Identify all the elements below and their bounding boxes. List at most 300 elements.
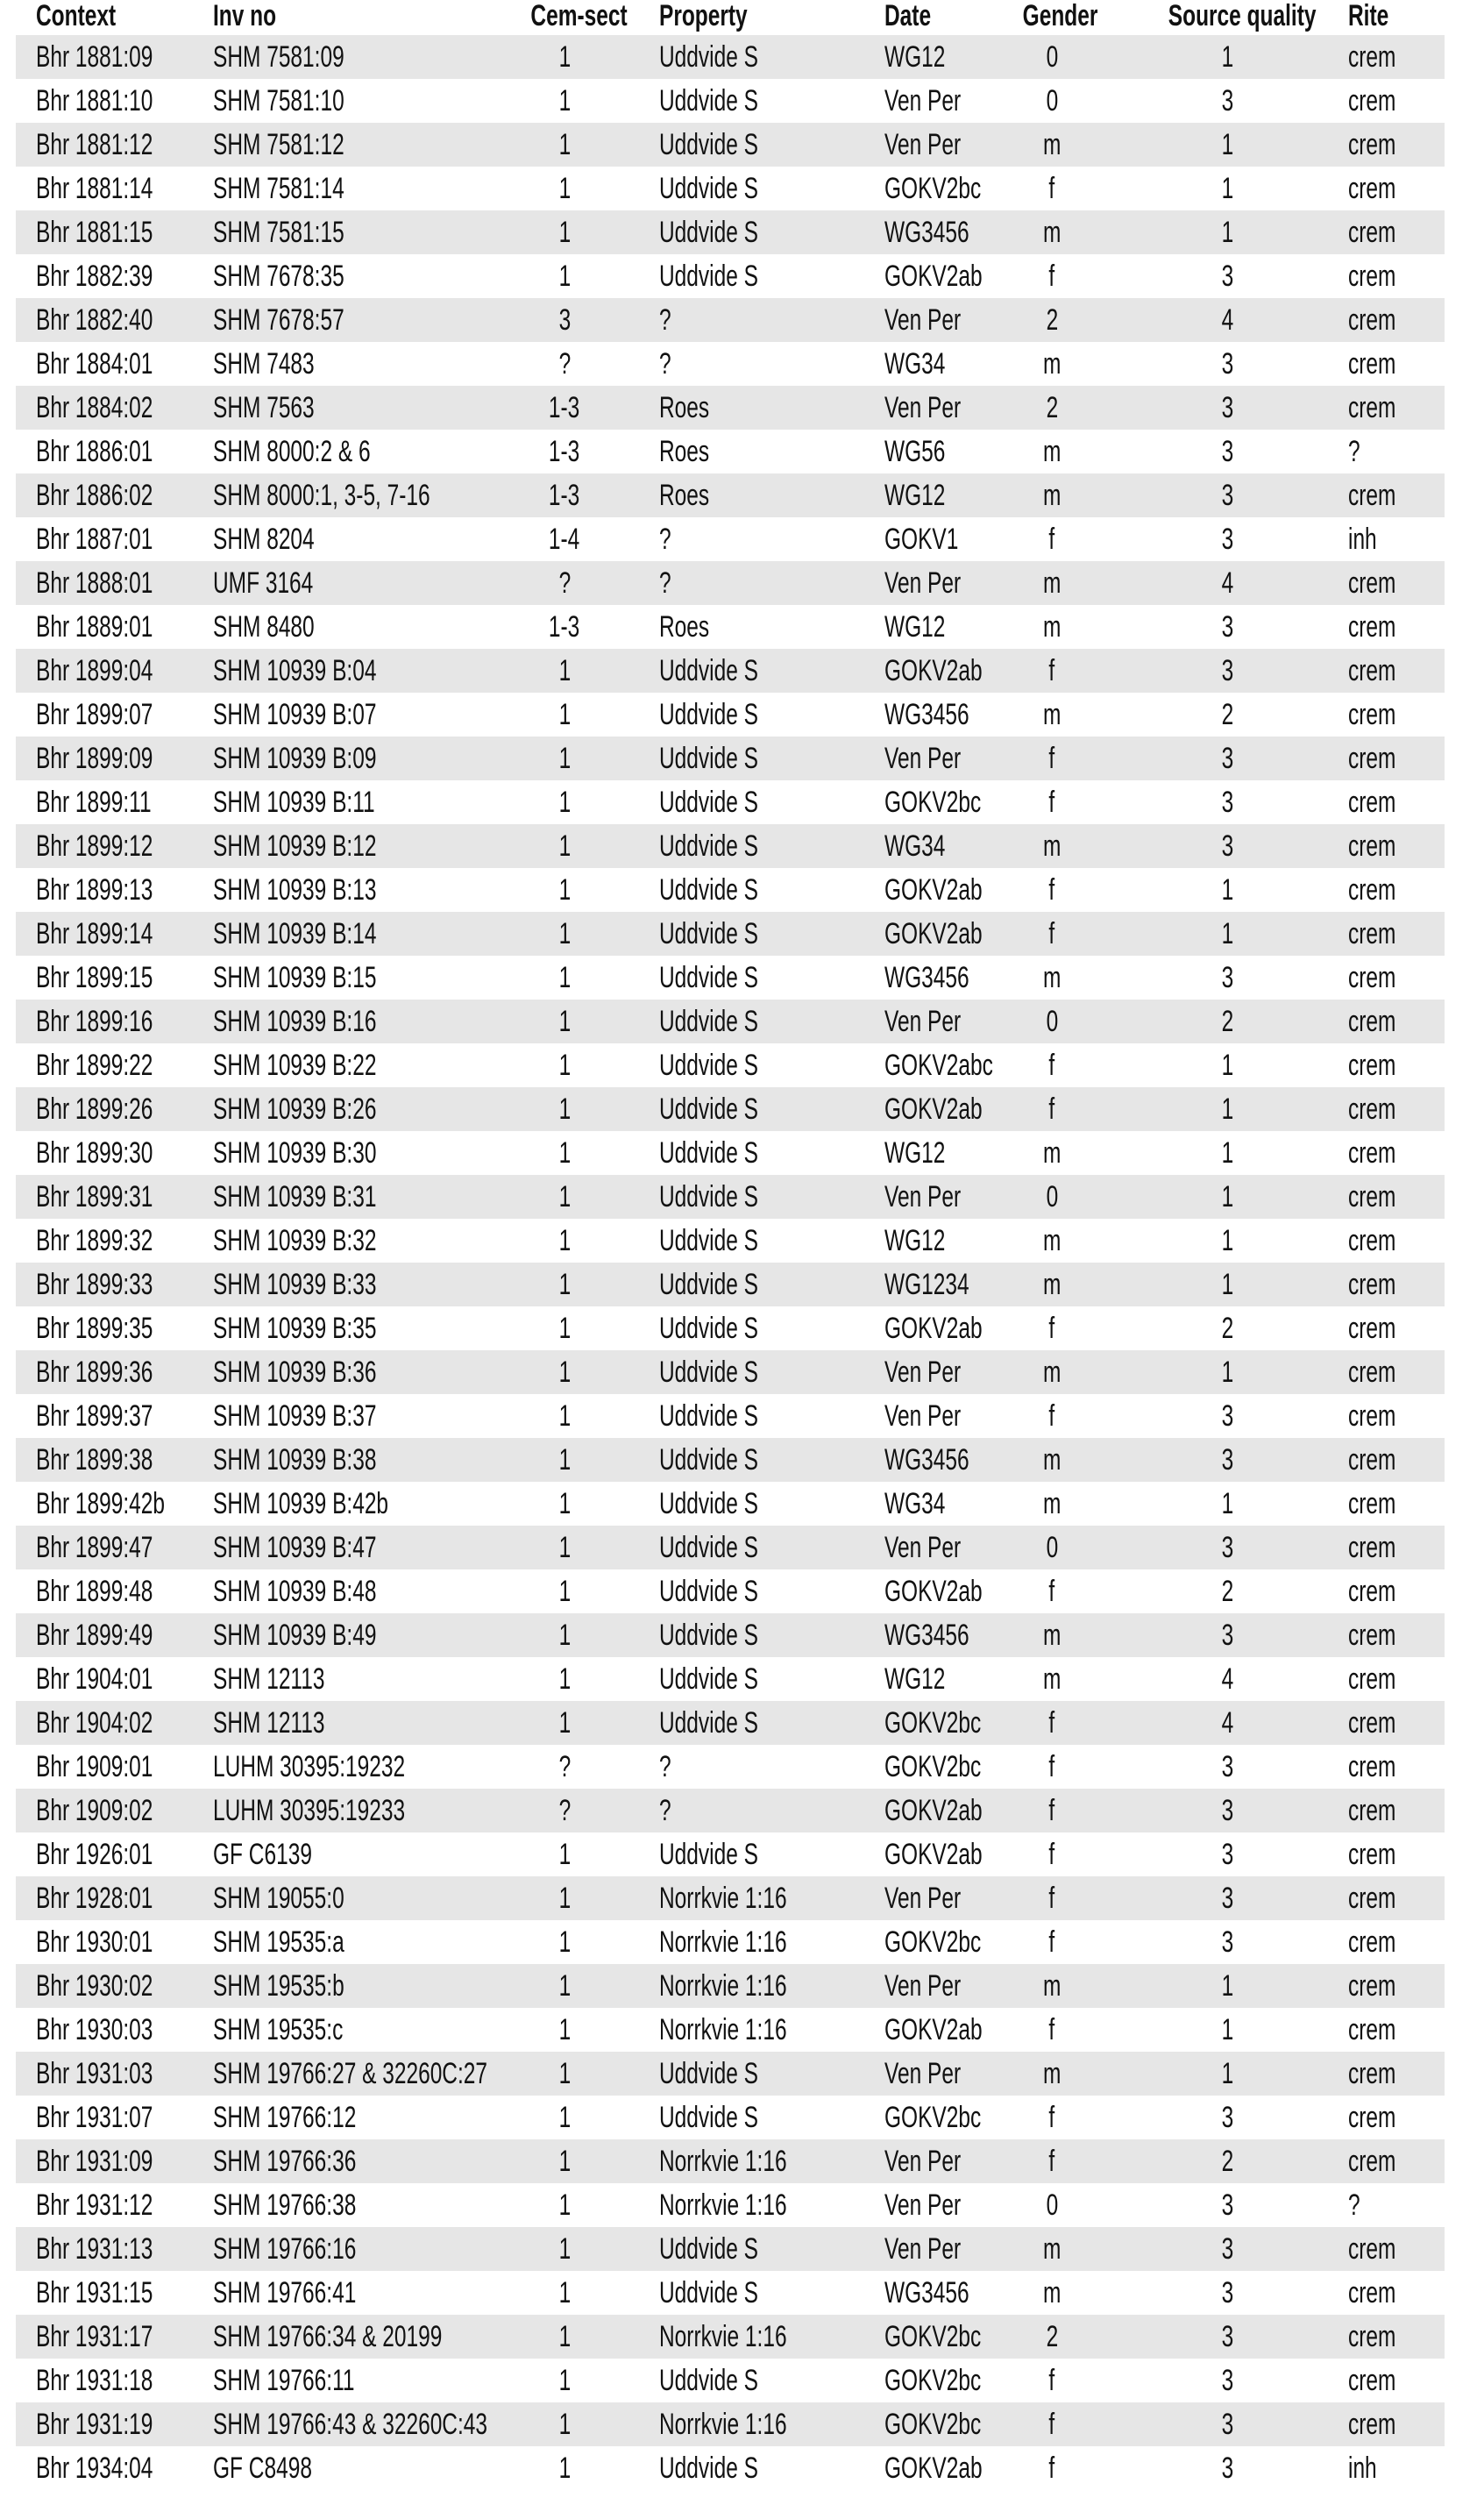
cell-gender: m: [1042, 698, 1062, 731]
cell-rite: crem: [1348, 2364, 1396, 2397]
cell-gender: m: [1042, 1356, 1062, 1389]
cell-cem-sect: 1: [558, 172, 571, 205]
cell-context: Bhr 1899:15: [36, 961, 153, 994]
cell-property: Uddvide S: [659, 742, 758, 775]
cell-date: Ven Per: [884, 2188, 962, 2222]
cell-source-quality: 1: [1221, 917, 1233, 950]
cell-source-quality: 1: [1221, 1268, 1233, 1301]
cell-property: Uddvide S: [659, 1662, 758, 1696]
cell-source-quality: 3: [1221, 1925, 1233, 1959]
cell-rite: crem: [1348, 1224, 1396, 1257]
cell-date: Ven Per: [884, 566, 962, 600]
cell-property: Roes: [659, 435, 710, 468]
cell-cem-sect: 1: [558, 2276, 571, 2309]
table-row: [0, 1087, 1484, 1131]
cell-context: Bhr 1899:07: [36, 698, 153, 731]
cell-date: WG12: [884, 1136, 946, 1170]
cell-date: GOKV2ab: [884, 1575, 983, 1608]
cell-context: Bhr 1931:07: [36, 2101, 153, 2134]
cell-date: WG3456: [884, 1443, 969, 1477]
cell-source-quality: 3: [1221, 1443, 1233, 1477]
cell-rite: crem: [1348, 303, 1396, 337]
cell-context: Bhr 1884:01: [36, 347, 153, 381]
header-cem-sect: Cem-sect: [530, 0, 628, 32]
cell-context: Bhr 1899:37: [36, 1399, 153, 1433]
cell-inv-no: SHM 8204: [213, 523, 315, 556]
cell-date: Ven Per: [884, 742, 962, 775]
table-row: [0, 2096, 1484, 2139]
cell-source-quality: 3: [1221, 961, 1233, 994]
table-row: [0, 2359, 1484, 2402]
cell-context: Bhr 1886:02: [36, 479, 153, 512]
cell-property: ?: [659, 523, 671, 556]
table-header: [0, 0, 1484, 35]
cell-date: GOKV2bc: [884, 2320, 982, 2353]
cell-gender: 2: [1046, 303, 1058, 337]
cell-context: Bhr 1931:03: [36, 2057, 153, 2090]
cell-cem-sect: 1: [558, 1619, 571, 1652]
table-row: [0, 2315, 1484, 2359]
table-row: [0, 2052, 1484, 2096]
cell-inv-no: SHM 7581:15: [213, 216, 344, 249]
cell-date: GOKV2abc: [884, 1049, 993, 1082]
cell-rite: crem: [1348, 961, 1396, 994]
cell-property: Roes: [659, 479, 710, 512]
cell-context: Bhr 1899:38: [36, 1443, 153, 1477]
cell-inv-no: SHM 19055:0: [213, 1882, 344, 1915]
cell-source-quality: 3: [1221, 435, 1233, 468]
cell-context: Bhr 1899:36: [36, 1356, 153, 1389]
cell-rite: crem: [1348, 1443, 1396, 1477]
cell-rite: crem: [1348, 654, 1396, 687]
cell-date: GOKV2ab: [884, 654, 983, 687]
cell-source-quality: 3: [1221, 1750, 1233, 1783]
cell-property: Uddvide S: [659, 40, 758, 74]
cell-date: WG1234: [884, 1268, 969, 1301]
cell-gender: f: [1048, 1750, 1055, 1783]
cell-property: Uddvide S: [659, 172, 758, 205]
cell-context: Bhr 1899:14: [36, 917, 153, 950]
cell-property: Uddvide S: [659, 2232, 758, 2266]
cell-context: Bhr 1899:22: [36, 1049, 153, 1082]
cell-context: Bhr 1899:47: [36, 1531, 153, 1564]
cell-property: Uddvide S: [659, 786, 758, 819]
cell-cem-sect: 1: [558, 1399, 571, 1433]
cell-cem-sect: 1: [558, 2408, 571, 2441]
cell-rite: crem: [1348, 128, 1396, 161]
cell-date: Ven Per: [884, 1969, 962, 2003]
cell-context: Bhr 1931:12: [36, 2188, 153, 2222]
cell-gender: m: [1042, 347, 1062, 381]
cell-cem-sect: 1: [558, 1049, 571, 1082]
cell-cem-sect: 1: [558, 654, 571, 687]
cell-property: Uddvide S: [659, 698, 758, 731]
cell-gender: f: [1048, 1706, 1055, 1740]
cell-gender: m: [1042, 1619, 1062, 1652]
cell-gender: f: [1048, 917, 1055, 950]
cell-property: Norrkvie 1:16: [659, 2145, 787, 2178]
cell-cem-sect: ?: [558, 1750, 571, 1783]
cell-context: Bhr 1899:04: [36, 654, 153, 687]
cell-context: Bhr 1882:39: [36, 260, 153, 293]
cell-source-quality: 1: [1221, 216, 1233, 249]
cell-cem-sect: 1: [558, 1180, 571, 1213]
cell-inv-no: SHM 19766:38: [213, 2188, 357, 2222]
cell-property: Uddvide S: [659, 1575, 758, 1608]
cell-inv-no: SHM 10939 B:11: [213, 786, 375, 819]
cell-property: Norrkvie 1:16: [659, 1925, 787, 1959]
cell-cem-sect: 1: [558, 84, 571, 117]
cell-property: Uddvide S: [659, 1092, 758, 1126]
cell-inv-no: SHM 10939 B:12: [213, 829, 377, 863]
table-row: [0, 912, 1484, 956]
cell-context: Bhr 1899:32: [36, 1224, 153, 1257]
cell-property: Uddvide S: [659, 2101, 758, 2134]
cell-gender: f: [1048, 873, 1055, 907]
cell-source-quality: 1: [1221, 172, 1233, 205]
cell-rite: crem: [1348, 1312, 1396, 1345]
table-row: [0, 1175, 1484, 1219]
cell-inv-no: SHM 10939 B:31: [213, 1180, 377, 1213]
table-row: [0, 254, 1484, 298]
cell-context: Bhr 1881:12: [36, 128, 153, 161]
cell-date: WG34: [884, 829, 946, 863]
cell-cem-sect: 1: [558, 260, 571, 293]
cell-context: Bhr 1899:12: [36, 829, 153, 863]
cell-inv-no: SHM 10939 B:49: [213, 1619, 377, 1652]
cell-rite: crem: [1348, 1268, 1396, 1301]
cell-cem-sect: 1: [558, 2452, 571, 2485]
header-gender: Gender: [1022, 0, 1098, 32]
cell-property: Uddvide S: [659, 1487, 758, 1520]
cell-rite: crem: [1348, 873, 1396, 907]
cell-context: Bhr 1899:48: [36, 1575, 153, 1608]
cell-gender: f: [1048, 260, 1055, 293]
cell-property: Uddvide S: [659, 1619, 758, 1652]
cell-property: Uddvide S: [659, 1443, 758, 1477]
cell-property: ?: [659, 303, 671, 337]
cell-inv-no: SHM 10939 B:37: [213, 1399, 377, 1433]
cell-source-quality: 4: [1221, 1706, 1233, 1740]
cell-context: Bhr 1909:01: [36, 1750, 153, 1783]
cell-inv-no: SHM 10939 B:26: [213, 1092, 377, 1126]
cell-date: Ven Per: [884, 2057, 962, 2090]
cell-gender: f: [1048, 2013, 1055, 2046]
cell-date: WG12: [884, 40, 946, 74]
cell-cem-sect: 1: [558, 2013, 571, 2046]
cell-rite: crem: [1348, 1794, 1396, 1827]
cell-gender: m: [1042, 566, 1062, 600]
cell-gender: m: [1042, 1487, 1062, 1520]
cell-rite: crem: [1348, 1838, 1396, 1871]
cell-context: Bhr 1904:02: [36, 1706, 153, 1740]
cell-date: GOKV2ab: [884, 1092, 983, 1126]
cell-cem-sect: ?: [558, 1794, 571, 1827]
cell-source-quality: 2: [1221, 1005, 1233, 1038]
header-rite: Rite: [1348, 0, 1389, 32]
cell-inv-no: LUHM 30395:19232: [213, 1750, 406, 1783]
cell-property: Uddvide S: [659, 1268, 758, 1301]
cell-source-quality: 3: [1221, 2276, 1233, 2309]
cell-cem-sect: 1: [558, 2364, 571, 2397]
cell-gender: m: [1042, 961, 1062, 994]
cell-property: Norrkvie 1:16: [659, 2188, 787, 2222]
cell-context: Bhr 1931:17: [36, 2320, 153, 2353]
cell-date: GOKV2bc: [884, 2101, 982, 2134]
cell-context: Bhr 1881:15: [36, 216, 153, 249]
table-row: [0, 605, 1484, 649]
table-row: [0, 1350, 1484, 1394]
cell-gender: m: [1042, 128, 1062, 161]
cell-gender: m: [1042, 479, 1062, 512]
cell-property: Roes: [659, 391, 710, 424]
cell-source-quality: 3: [1221, 1531, 1233, 1564]
cell-context: Bhr 1899:30: [36, 1136, 153, 1170]
cell-context: Bhr 1882:40: [36, 303, 153, 337]
cell-date: Ven Per: [884, 1180, 962, 1213]
table-row: [0, 1263, 1484, 1306]
cell-rite: crem: [1348, 391, 1396, 424]
cell-rite: crem: [1348, 566, 1396, 600]
cell-date: Ven Per: [884, 391, 962, 424]
cell-source-quality: 3: [1221, 84, 1233, 117]
table-row: [0, 1000, 1484, 1043]
cell-source-quality: 3: [1221, 347, 1233, 381]
cell-inv-no: SHM 19766:16: [213, 2232, 357, 2266]
cell-source-quality: 4: [1221, 303, 1233, 337]
cell-date: GOKV2bc: [884, 1925, 982, 1959]
cell-gender: m: [1042, 1662, 1062, 1696]
cell-cem-sect: 1-3: [549, 435, 580, 468]
cell-context: Bhr 1899:49: [36, 1619, 153, 1652]
cell-rite: inh: [1348, 2452, 1377, 2485]
cell-rite: inh: [1348, 523, 1377, 556]
cell-cem-sect: 1: [558, 2145, 571, 2178]
cell-cem-sect: 1-3: [549, 391, 580, 424]
cell-source-quality: 1: [1221, 2013, 1233, 2046]
cell-rite: crem: [1348, 260, 1396, 293]
table-row: [0, 2227, 1484, 2271]
cell-inv-no: SHM 7581:09: [213, 40, 344, 74]
cell-inv-no: SHM 10939 B:13: [213, 873, 377, 907]
cell-gender: 0: [1046, 40, 1058, 74]
cell-cem-sect: 1: [558, 786, 571, 819]
cell-date: Ven Per: [884, 2232, 962, 2266]
cell-context: Bhr 1881:09: [36, 40, 153, 74]
cell-source-quality: 2: [1221, 2145, 1233, 2178]
cell-source-quality: 1: [1221, 1049, 1233, 1082]
cell-source-quality: 1: [1221, 40, 1233, 74]
cell-gender: f: [1048, 523, 1055, 556]
cell-date: GOKV2ab: [884, 1794, 983, 1827]
table-row: [0, 1394, 1484, 1438]
cell-rite: crem: [1348, 216, 1396, 249]
cell-context: Bhr 1888:01: [36, 566, 153, 600]
cell-gender: 0: [1046, 1005, 1058, 1038]
table-row: [0, 1482, 1484, 1526]
cell-cem-sect: 1: [558, 1969, 571, 2003]
cell-gender: f: [1048, 1882, 1055, 1915]
cell-gender: m: [1042, 435, 1062, 468]
table-row: [0, 649, 1484, 693]
table-row: [0, 956, 1484, 1000]
table-row: [0, 1569, 1484, 1613]
cell-property: Roes: [659, 610, 710, 644]
table-row: [0, 79, 1484, 123]
cell-source-quality: 2: [1221, 1575, 1233, 1608]
cell-gender: f: [1048, 1049, 1055, 1082]
cell-source-quality: 1: [1221, 1487, 1233, 1520]
cell-source-quality: 3: [1221, 391, 1233, 424]
cell-inv-no: SHM 10939 B:33: [213, 1268, 377, 1301]
cell-property: Uddvide S: [659, 2452, 758, 2485]
cell-cem-sect: 1: [558, 1224, 571, 1257]
cell-date: GOKV2ab: [884, 1312, 983, 1345]
table-row: [0, 517, 1484, 561]
cell-cem-sect: 1: [558, 2101, 571, 2134]
cell-cem-sect: 1: [558, 1662, 571, 1696]
cell-inv-no: SHM 7678:57: [213, 303, 344, 337]
cell-cem-sect: 1-4: [549, 523, 580, 556]
cell-cem-sect: ?: [558, 347, 571, 381]
cell-rite: crem: [1348, 1575, 1396, 1608]
cell-inv-no: SHM 10939 B:04: [213, 654, 377, 687]
cell-cem-sect: 1: [558, 1356, 571, 1389]
cell-rite: crem: [1348, 2145, 1396, 2178]
table-row: [0, 1745, 1484, 1789]
cell-property: Uddvide S: [659, 917, 758, 950]
table-row: [0, 2008, 1484, 2052]
cell-cem-sect: 1: [558, 1925, 571, 1959]
cell-inv-no: SHM 19766:12: [213, 2101, 357, 2134]
cell-gender: f: [1048, 2101, 1055, 2134]
cell-rite: crem: [1348, 1706, 1396, 1740]
cell-property: Uddvide S: [659, 1180, 758, 1213]
cell-cem-sect: 1: [558, 1706, 571, 1740]
cell-gender: 2: [1046, 2320, 1058, 2353]
cell-inv-no: SHM 7563: [213, 391, 315, 424]
cell-inv-no: SHM 19535:b: [213, 1969, 344, 2003]
cell-rite: crem: [1348, 1662, 1396, 1696]
cell-property: Uddvide S: [659, 1312, 758, 1345]
cell-source-quality: 1: [1221, 1136, 1233, 1170]
cell-cem-sect: 1: [558, 829, 571, 863]
cell-inv-no: GF C8498: [213, 2452, 312, 2485]
cell-context: Bhr 1899:13: [36, 873, 153, 907]
table-row: [0, 1789, 1484, 1832]
cell-cem-sect: 1: [558, 1312, 571, 1345]
table-row: [0, 210, 1484, 254]
cell-source-quality: 3: [1221, 2101, 1233, 2134]
cell-rite: crem: [1348, 40, 1396, 74]
cell-cem-sect: 1-3: [549, 610, 580, 644]
cell-source-quality: 3: [1221, 654, 1233, 687]
cell-date: GOKV2ab: [884, 1838, 983, 1871]
cell-date: GOKV2ab: [884, 2013, 983, 2046]
cell-inv-no: SHM 19535:c: [213, 2013, 344, 2046]
cell-property: Uddvide S: [659, 1706, 758, 1740]
cell-date: WG12: [884, 479, 946, 512]
cell-inv-no: SHM 10939 B:07: [213, 698, 377, 731]
cell-rite: ?: [1348, 2188, 1360, 2222]
cell-rite: crem: [1348, 1487, 1396, 1520]
table-row: [0, 342, 1484, 386]
cell-gender: f: [1048, 172, 1055, 205]
cell-source-quality: 1: [1221, 1356, 1233, 1389]
cell-source-quality: 3: [1221, 742, 1233, 775]
cell-property: ?: [659, 347, 671, 381]
cell-context: Bhr 1926:01: [36, 1838, 153, 1871]
cell-gender: f: [1048, 1838, 1055, 1871]
cell-property: Norrkvie 1:16: [659, 1969, 787, 2003]
table-row: [0, 780, 1484, 824]
cell-source-quality: 2: [1221, 1312, 1233, 1345]
cell-property: Norrkvie 1:16: [659, 1882, 787, 1915]
cell-cem-sect: 1-3: [549, 479, 580, 512]
cell-rite: crem: [1348, 1356, 1396, 1389]
table-row: [0, 868, 1484, 912]
cell-context: Bhr 1904:01: [36, 1662, 153, 1696]
cell-rite: crem: [1348, 1969, 1396, 2003]
cell-cem-sect: 1: [558, 1487, 571, 1520]
table-row: [0, 1526, 1484, 1569]
table-row: [0, 1657, 1484, 1701]
cell-inv-no: SHM 7581:12: [213, 128, 344, 161]
cell-date: GOKV2ab: [884, 260, 983, 293]
cell-rite: crem: [1348, 1925, 1396, 1959]
cell-property: ?: [659, 1750, 671, 1783]
table-row: [0, 1219, 1484, 1263]
cell-rite: crem: [1348, 2057, 1396, 2090]
cell-date: WG34: [884, 347, 946, 381]
cell-date: WG3456: [884, 1619, 969, 1652]
cell-inv-no: SHM 10939 B:42b: [213, 1487, 389, 1520]
cell-rite: crem: [1348, 479, 1396, 512]
cell-gender: f: [1048, 1575, 1055, 1608]
cell-source-quality: 3: [1221, 260, 1233, 293]
cell-gender: f: [1048, 1399, 1055, 1433]
cell-context: Bhr 1928:01: [36, 1882, 153, 1915]
cell-context: Bhr 1899:16: [36, 1005, 153, 1038]
cell-gender: m: [1042, 1969, 1062, 2003]
cell-gender: m: [1042, 829, 1062, 863]
cell-property: Uddvide S: [659, 1399, 758, 1433]
cell-source-quality: 3: [1221, 829, 1233, 863]
cell-gender: m: [1042, 1136, 1062, 1170]
cell-context: Bhr 1934:04: [36, 2452, 153, 2485]
cell-date: WG56: [884, 435, 946, 468]
cell-date: Ven Per: [884, 303, 962, 337]
cell-context: Bhr 1887:01: [36, 523, 153, 556]
cell-cem-sect: 1: [558, 216, 571, 249]
cell-inv-no: SHM 19766:34 & 20199: [213, 2320, 443, 2353]
cell-gender: f: [1048, 786, 1055, 819]
cell-gender: m: [1042, 2057, 1062, 2090]
cell-cem-sect: 1: [558, 1575, 571, 1608]
cell-inv-no: SHM 19766:43 & 32260C:43: [213, 2408, 488, 2441]
cell-inv-no: SHM 8000:2 & 6: [213, 435, 371, 468]
cell-inv-no: SHM 10939 B:15: [213, 961, 377, 994]
cell-property: Uddvide S: [659, 260, 758, 293]
cell-property: Uddvide S: [659, 1005, 758, 1038]
cell-property: Uddvide S: [659, 1838, 758, 1871]
cell-date: GOKV2bc: [884, 2364, 982, 2397]
cell-context: Bhr 1889:01: [36, 610, 153, 644]
cell-context: Bhr 1931:13: [36, 2232, 153, 2266]
cell-date: WG3456: [884, 216, 969, 249]
table-row: [0, 737, 1484, 780]
cell-date: Ven Per: [884, 1005, 962, 1038]
